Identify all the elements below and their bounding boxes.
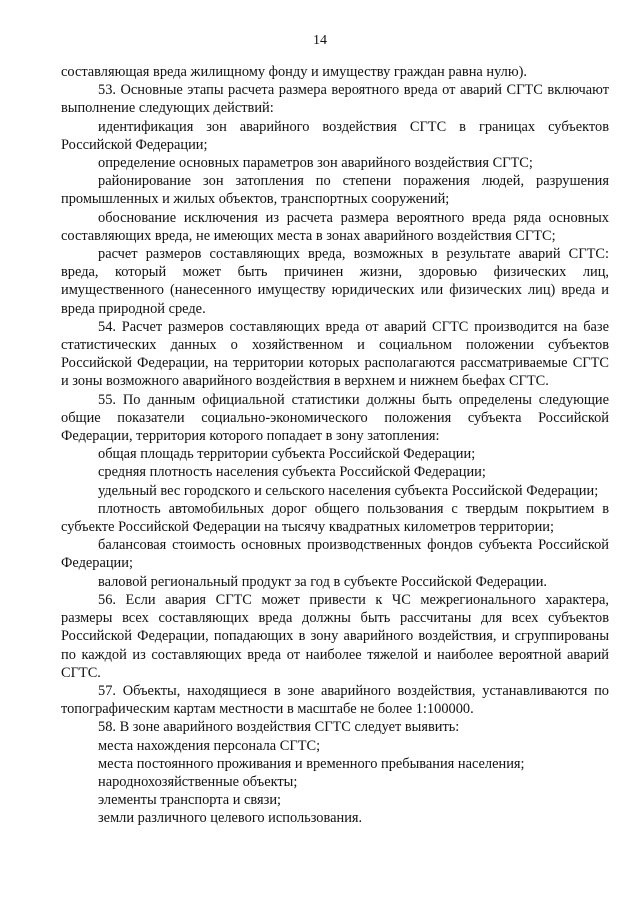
list-item: расчет размеров составляющих вреда, возможных в результате аварий СГТС: вреда, который может быть причинен жизни, здоровью физических лиц, имущественного (нанесенного имуществу юридических или физических лиц) вреда и вреда природной среде. [61,246,609,317]
list-item: средняя плотность населения субъекта Российской Федерации; [98,464,486,481]
paragraph: 57. Объекты, находящиеся в зоне аварийного воздействия, устанавливаются по топографическим картам местности в масштабе не более 1:100000. [61,682,609,718]
list-item: общая площадь территории субъекта Российской Федерации; [98,446,476,463]
paragraph: 56. Если авария СГТС может привести к ЧС межрегионального характера, размеры всех составляющих вреда должны быть рассчитаны для всех субъектов Российской Федерации, попадающих в зону аварийного воздействия, и сгруппированы по каждой из составляющих вреда от наиболее тяжелой и наиболее вероятной аварий СГТС. [61,591,609,681]
document-body [61,63,609,828]
list-item: плотность автомобильных дорог общего пользования с твердым покрытием в субъекте Российской Федерации на тысячу квадратных километров территории; [61,500,609,536]
paragraph: составляющая вреда жилищному фонду и имуществу граждан равна нулю). [61,64,527,80]
paragraph: 55. По данным официальной статистики должны быть определены следующие общие показатели социально-экономического положения субъекта Российской Федерации, территория которого попадает в зону затопления: [61,391,609,445]
list-item: обоснование исключения из расчета размера вероятного вреда ряда основных составляющих вреда, не имеющих места в зонах аварийного воздействия СГТС; [61,209,609,244]
list-item: районирование зон затопления по степени поражения людей, разрушения промышленных и жилых объектов, транспортных сооружений; [61,173,609,208]
list-item: земли различного целевого использования. [98,810,363,827]
paragraph: 58. В зоне аварийного воздействия СГТС следует выявить: [98,719,460,736]
paragraph: 53. Основные этапы расчета размера вероятного вреда от аварий СГТС включают выполнение следующих действий: [61,82,609,117]
paragraph: 54. Расчет размеров составляющих вреда от аварий СГТС производится на базе статистических данных о хозяйственном и социальном положении субъектов Российской Федерации, на территории которых располагаются рассматриваемые СГТС и зоны возможного аварийного воздействия в верхнем и нижнем бьефах СГТС. [61,318,609,390]
list-item: удельный вес городского и сельского населения субъекта Российской Федерации; [98,482,599,499]
list-item: балансовая стоимость основных производственных фондов субъекта Российской Федерации; [61,537,609,572]
list-item: определение основных параметров зон аварийного воздействия СГТС; [98,155,533,172]
list-item: народнохозяйственные объекты; [98,773,298,790]
list-item: идентификация зон аварийного воздействия СГТС в границах субъектов Российской Федерации; [61,118,609,153]
page-number: 14 [313,33,327,48]
list-item: места постоянного проживания и временного пребывания населения; [98,755,525,772]
list-item: места нахождения персонала СГТС; [98,737,321,754]
list-item: валовой региональный продукт за год в субъекте Российской Федерации. [98,573,548,590]
list-item: элементы транспорта и связи; [98,792,282,809]
